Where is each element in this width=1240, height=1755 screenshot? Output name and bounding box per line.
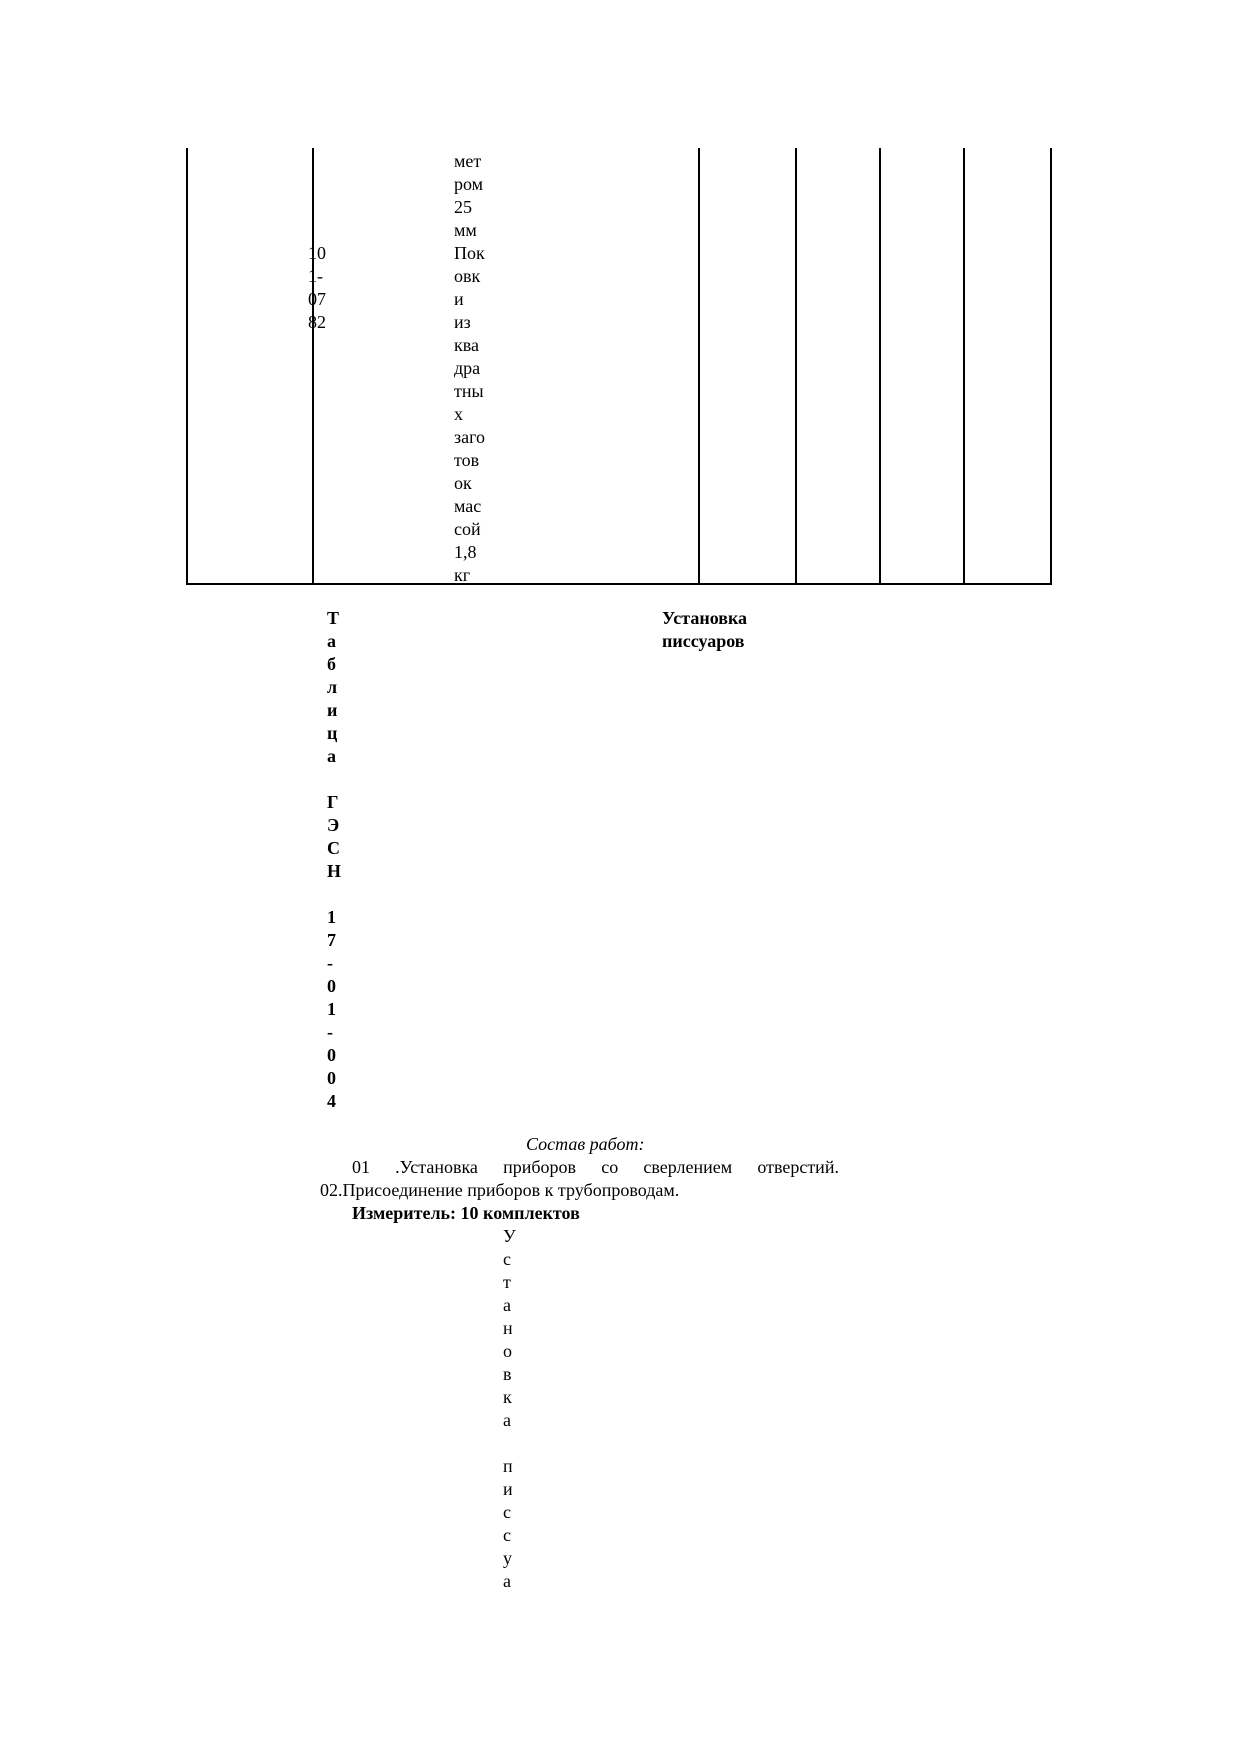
table-description-top bbox=[454, 150, 483, 242]
table-col-divider-1 bbox=[312, 148, 314, 585]
table-number-char: б bbox=[327, 654, 336, 674]
description-text-line: и bbox=[454, 289, 464, 309]
vertical-title-char: с bbox=[503, 1525, 511, 1545]
table-code-cell bbox=[308, 242, 326, 334]
vertical-title-char bbox=[503, 1432, 516, 1455]
table-title-line1: Установка bbox=[662, 608, 748, 628]
table-title-line2: писсуаров bbox=[662, 631, 745, 651]
table-number-char: 1 bbox=[327, 999, 336, 1019]
table-number-char: 0 bbox=[327, 976, 336, 996]
table-number-heading bbox=[327, 607, 341, 1113]
table-col-divider-2 bbox=[698, 148, 700, 585]
table-left-border bbox=[186, 148, 188, 585]
vertical-title-char: т bbox=[503, 1272, 511, 1292]
work-composition-line1 bbox=[352, 1156, 839, 1179]
table-number-char: - bbox=[327, 953, 333, 973]
work-composition-line2: 02.Присоединение приборов к трубопроводам. bbox=[320, 1180, 680, 1200]
description-text-line: Пок bbox=[454, 243, 485, 263]
table-col-divider-5 bbox=[963, 148, 965, 585]
table-number-char: Н bbox=[327, 861, 342, 881]
code-text-line: 82 bbox=[308, 312, 326, 332]
vertical-title-char: к bbox=[503, 1387, 512, 1407]
table-number-char bbox=[327, 883, 341, 906]
description-text-line: кг bbox=[454, 565, 471, 585]
table-description-bottom bbox=[454, 242, 485, 587]
description-text-line: ром bbox=[454, 174, 484, 194]
description-text-line: заго bbox=[454, 427, 486, 447]
code-text-line: 10 bbox=[308, 243, 326, 263]
table-number-char: 4 bbox=[327, 1091, 336, 1111]
vertical-title-char: в bbox=[503, 1364, 512, 1384]
description-text-line: 1,8 bbox=[454, 542, 477, 562]
table-number-char: 7 bbox=[327, 930, 336, 950]
description-text-line: 25 bbox=[454, 197, 472, 217]
table-number-char: л bbox=[327, 677, 338, 697]
code-text-line: 1- bbox=[308, 266, 323, 286]
code-text-line: 07 bbox=[308, 289, 326, 309]
table-number-char: С bbox=[327, 838, 340, 858]
vertical-title-char: у bbox=[503, 1548, 512, 1568]
vertical-title-char: У bbox=[503, 1226, 516, 1246]
vertical-title-char: а bbox=[503, 1571, 511, 1591]
vertical-title-char: с bbox=[503, 1249, 511, 1269]
description-text-line: дра bbox=[454, 358, 481, 378]
description-text-line: ок bbox=[454, 473, 472, 493]
table-number-char: - bbox=[327, 1022, 333, 1042]
table-number-char: а bbox=[327, 746, 336, 766]
table-number-char: а bbox=[327, 631, 336, 651]
table-number-char: Г bbox=[327, 792, 339, 812]
vertical-title-char: и bbox=[503, 1479, 513, 1499]
work-composition-word: отверстий. bbox=[757, 1157, 839, 1177]
work-composition-word: сверлением bbox=[643, 1157, 733, 1177]
work-composition-word: .Установка bbox=[395, 1157, 478, 1177]
work-composition-heading: Состав работ: bbox=[526, 1134, 645, 1154]
description-text-line: тов bbox=[454, 450, 480, 470]
measure-unit: Измеритель: 10 комплектов bbox=[352, 1203, 580, 1223]
vertical-title-char: н bbox=[503, 1318, 513, 1338]
table-number-char: 0 bbox=[327, 1068, 336, 1088]
description-text-line: х bbox=[454, 404, 463, 424]
work-composition-word: со bbox=[601, 1157, 619, 1177]
table-number-char: и bbox=[327, 700, 338, 720]
work-composition-word: 01 bbox=[352, 1157, 370, 1177]
table-col-divider-3 bbox=[795, 148, 797, 585]
table-number-char: ц bbox=[327, 723, 338, 743]
vertical-title-char: п bbox=[503, 1456, 513, 1476]
table-number-char: 0 bbox=[327, 1045, 336, 1065]
work-composition-word: приборов bbox=[503, 1157, 577, 1177]
vertical-title-char: а bbox=[503, 1295, 511, 1315]
description-text-line: тны bbox=[454, 381, 484, 401]
table-bottom-border bbox=[186, 583, 1052, 585]
table-col-divider-4 bbox=[879, 148, 881, 585]
description-text-line: овк bbox=[454, 266, 481, 286]
description-text-line: сой bbox=[454, 519, 481, 539]
description-text-line: ква bbox=[454, 335, 479, 355]
table-number-char: 1 bbox=[327, 907, 336, 927]
description-text-line: из bbox=[454, 312, 471, 332]
table-number-char bbox=[327, 768, 341, 791]
vertical-title-char: о bbox=[503, 1341, 512, 1361]
table-number-char: Э bbox=[327, 815, 340, 835]
vertical-title-char: а bbox=[503, 1410, 511, 1430]
description-text-line: мас bbox=[454, 496, 482, 516]
table-right-border bbox=[1050, 148, 1052, 585]
description-text-line: мет bbox=[454, 151, 482, 171]
vertical-title-char: с bbox=[503, 1502, 511, 1522]
table-number-char: Т bbox=[327, 608, 340, 628]
vertical-title bbox=[503, 1225, 516, 1593]
description-text-line: мм bbox=[454, 220, 477, 240]
